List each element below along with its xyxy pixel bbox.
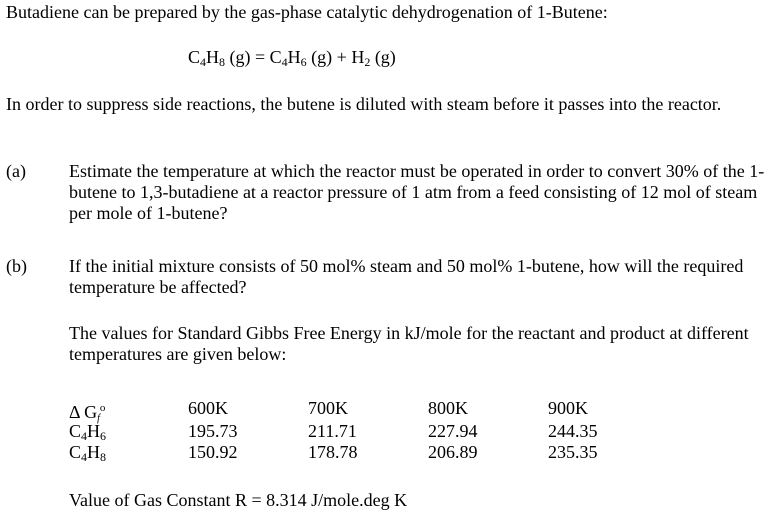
steam-paragraph: In order to suppress side reactions, the butene is diluted with steam before it passes into the reactor. (6, 94, 722, 114)
product1-c-count: 4 (281, 55, 288, 69)
table-cell: 235.35 (548, 442, 598, 462)
c4h8-c: C (69, 442, 82, 462)
table-header-800k: 800K (428, 398, 468, 418)
product2-h-count: 2 (364, 55, 371, 69)
part-a-text: Estimate the temperature at which the reactor must be operated in order to convert 30% of the 1-butene to 1,3-butadiene at a reactor pressure of 1 atm from a feed consisting of 12 mol of steam per mole of 1-butene? (69, 161, 765, 223)
product1-phase: (g) + (306, 47, 352, 67)
product2-h: H (351, 47, 365, 67)
delta-g-symbol: Δ G (69, 402, 98, 422)
gas-constant-text: Value of Gas Constant R = 8.314 J/mole.deg K (69, 490, 408, 510)
part-a-label: (a) (6, 161, 26, 181)
table-cell: 206.89 (428, 442, 478, 462)
product1-c: C (269, 47, 282, 67)
reactant-phase: (g) = (225, 47, 270, 67)
reactant-c-count: 4 (200, 55, 207, 69)
c4h6-h-count: 6 (100, 429, 107, 443)
c4h8-h: H (87, 442, 101, 462)
product1-h-count: 6 (300, 55, 307, 69)
table-cell: 227.94 (428, 421, 478, 441)
table-cell: 150.92 (188, 442, 238, 462)
reactant-h-count: 8 (219, 55, 226, 69)
delta-g-subscript: f (97, 413, 100, 424)
part-b-label: (b) (6, 256, 27, 276)
c4h8-h-count: 8 (100, 450, 107, 464)
table-row-c4h8-label (69, 442, 106, 468)
c4h6-c: C (69, 421, 82, 441)
delta-g-superscript: o (99, 402, 106, 414)
table-cell: 211.71 (308, 421, 357, 441)
table-cell: 244.35 (548, 421, 598, 441)
table-cell: 178.78 (308, 442, 358, 462)
table-cell: 195.73 (188, 421, 238, 441)
c4h6-c-count: 4 (81, 429, 88, 443)
reactant-c: C (188, 47, 201, 67)
gibbs-note: The values for Standard Gibbs Free Energy in kJ/mole for the reactant and product at different temperatures are given below: (69, 323, 749, 364)
product2-phase: (g) (370, 47, 396, 67)
reaction-equation (188, 47, 396, 73)
table-header-700k: 700K (308, 398, 348, 418)
product1-h: H (287, 47, 301, 67)
table-header-900k: 900K (548, 398, 588, 418)
intro-text: Butadiene can be prepared by the gas-phase catalytic dehydrogenation of 1-Butene: (6, 2, 608, 22)
c4h6-h: H (87, 421, 101, 441)
part-b-text: If the initial mixture consists of 50 mol% steam and 50 mol% 1-butene, how will the required temperature be affected? (69, 256, 744, 297)
reactant-h: H (206, 47, 220, 67)
c4h8-c-count: 4 (81, 450, 88, 464)
table-header-600k: 600K (188, 398, 228, 418)
